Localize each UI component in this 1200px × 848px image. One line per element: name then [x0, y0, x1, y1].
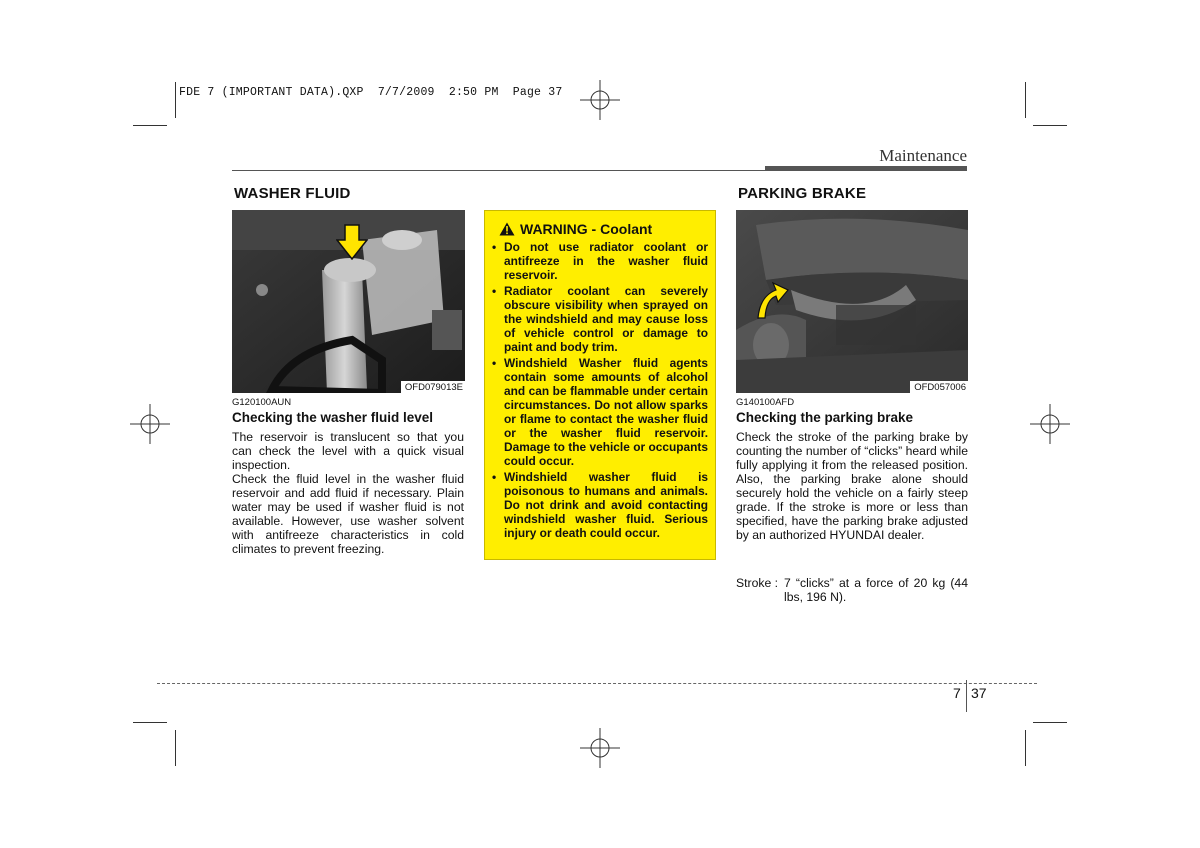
crop-mark-icon [133, 125, 167, 126]
photo-label: OFD079013E [401, 381, 465, 393]
photo-label: OFD057006 [910, 381, 968, 393]
parking-brake-body: Check the stroke of the parking brake by counting the number of “clicks” heard while fully applying it from the released position. Also, the parking brake alone should securely hold the vehicle on a fairly steep grade. If the stroke is more or less than specified, have the parking brake adjusted by an authorized HYUNDAI dealer. [736, 430, 968, 542]
warning-list [492, 240, 708, 540]
header-rule-thick [765, 166, 967, 171]
subhead-washer-fluid: Checking the washer fluid level [232, 410, 434, 425]
page-number: 37 [971, 685, 987, 701]
warning-title [492, 221, 708, 237]
crop-mark-icon [1025, 82, 1026, 118]
crop-mark-icon [1025, 730, 1026, 766]
page-number-divider [966, 680, 967, 712]
registration-mark-icon [1030, 404, 1070, 444]
crop-mark-icon [1033, 722, 1067, 723]
warning-item: • Radiator coolant can severely obscure visibility when sprayed on the windshield and may cause loss of vehicle control or damage to paint and body trim. [492, 284, 708, 354]
washer-fluid-photo [232, 210, 465, 393]
running-head: Maintenance [879, 146, 967, 165]
registration-mark-icon [580, 728, 620, 768]
down-arrow-icon [336, 224, 368, 260]
print-slug: FDE 7 (IMPORTANT DATA).QXP 7/7/2009 2:50 PM Page 37 [179, 86, 563, 99]
warning-item: • Windshield Washer fluid agents contain some amounts of alcohol and can be flammable under certain circumstances. Do not allow sparks or flame to contact the washer fluid or the washer fluid reservoir. Damage to the vehicle or occupants could occur. [492, 356, 708, 468]
crop-mark-icon [1033, 125, 1067, 126]
stroke-label: Stroke : [736, 576, 778, 590]
parking-brake-photo [736, 210, 968, 393]
stroke-value: 7 “clicks” at a force of 20 kg (44 lbs, 196 N). [784, 576, 968, 604]
section-code: G120100AUN [232, 397, 292, 408]
registration-mark-icon [580, 80, 620, 120]
curved-arrow-icon [754, 280, 790, 320]
warning-triangle-icon [499, 222, 515, 236]
crop-mark-icon [175, 82, 176, 118]
warning-item: • Do not use radiator coolant or antifreeze in the washer fluid reservoir. [492, 240, 708, 282]
paragraph: The reservoir is translucent so that you can check the level with a quick visual inspection. [232, 430, 464, 472]
warning-item: • Windshield washer fluid is poisonous to humans and animals. Do not drink and avoid contacting windshield washer fluid. Serious injury or death could occur. [492, 470, 708, 540]
chapter-number: 7 [953, 685, 961, 701]
warning-title-text: WARNING - Coolant [520, 221, 653, 237]
footer-rule [157, 683, 1037, 684]
section-code: G140100AFD [736, 397, 795, 408]
crop-mark-icon [175, 730, 176, 766]
registration-mark-icon [130, 404, 170, 444]
washer-fluid-title: WASHER FLUID [234, 185, 351, 202]
warning-box [484, 210, 716, 560]
paragraph: Check the fluid level in the washer fluid reservoir and add fluid if necessary. Plain water may be used if washer fluid is not available. However, use washer solvent with antifreeze characteristics in cold climates to prevent freezing. [232, 472, 464, 556]
crop-mark-icon [133, 722, 167, 723]
parking-brake-title: PARKING BRAKE [738, 185, 867, 202]
washer-fluid-body [232, 430, 464, 556]
subhead-parking-brake: Checking the parking brake [736, 410, 914, 425]
